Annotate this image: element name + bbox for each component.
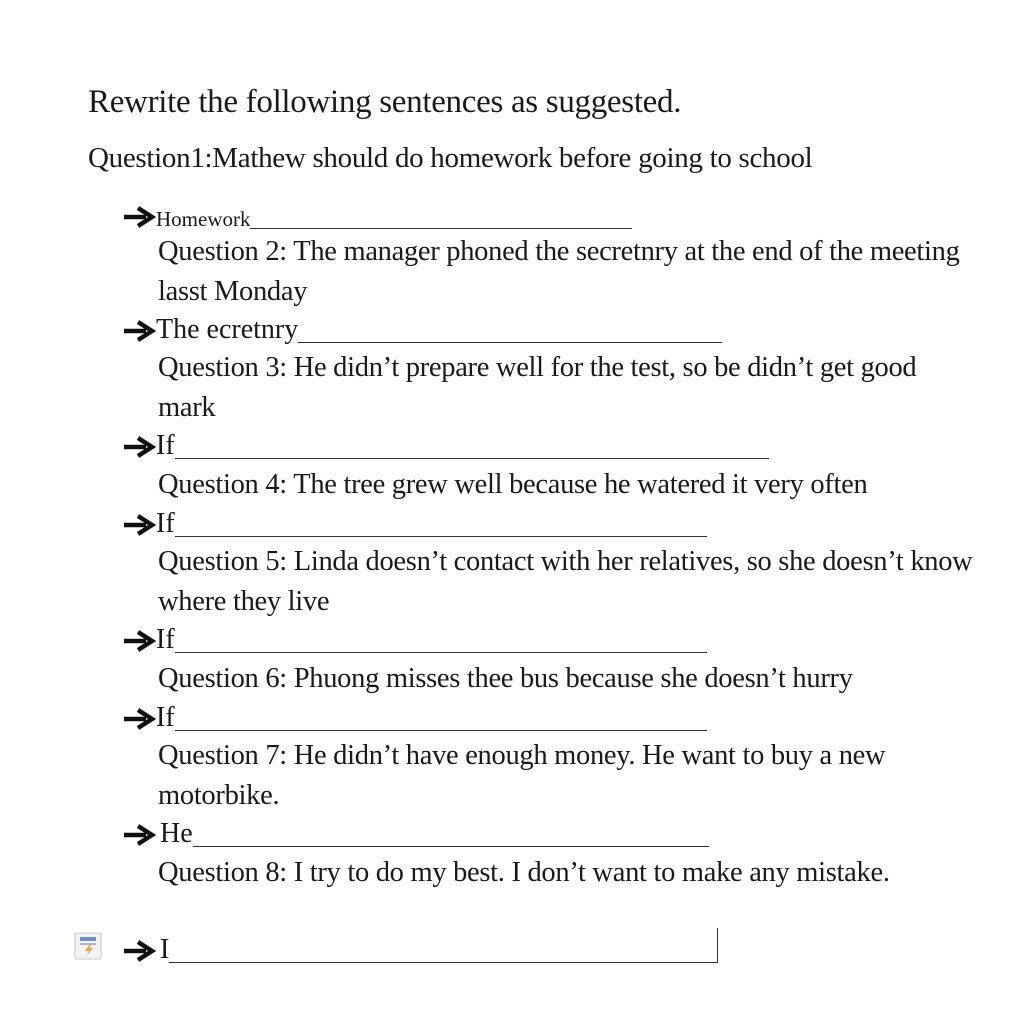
answer-4 <box>122 506 707 540</box>
answer-8 <box>122 932 718 966</box>
answer-8-blank[interactable] <box>169 928 718 963</box>
question-3-text: Question 3: He didn’t prepare well for the test, so be didn’t get good mark <box>158 352 917 423</box>
right-arrow-icon <box>122 436 156 458</box>
right-arrow-icon <box>122 206 156 228</box>
answer-2-blank[interactable] <box>298 312 722 343</box>
answer-5-prefix: If <box>156 624 175 655</box>
right-arrow-icon <box>122 940 156 962</box>
right-arrow-icon <box>122 824 156 846</box>
answer-8-prefix: I <box>160 934 170 965</box>
answer-7-prefix: He <box>160 818 193 849</box>
right-arrow-icon <box>122 630 156 652</box>
answer-7-blank[interactable] <box>193 816 709 847</box>
answer-4-prefix: If <box>156 508 175 539</box>
answer-4-blank[interactable] <box>175 506 707 537</box>
answer-5 <box>122 622 707 656</box>
answer-1-blank[interactable] <box>250 198 632 229</box>
question-6-text: Question 6: Phuong misses thee bus because she doesn’t hurry <box>158 663 853 694</box>
question-5-text: Question 5: Linda doesn’t contact with her relatives, so she doesn’t know where they live <box>158 546 973 617</box>
answer-7 <box>122 816 709 850</box>
question-2-text: Question 2: The manager phoned the secretnry at the end of the meeting lasst Monday <box>158 236 960 307</box>
question-1-text: Question1:Mathew should do homework before going to school <box>88 142 813 174</box>
answer-5-blank[interactable] <box>175 622 707 653</box>
answer-1-prefix: Homework <box>156 207 251 231</box>
answer-3 <box>122 428 769 462</box>
right-arrow-icon <box>122 708 156 730</box>
answer-2 <box>122 312 722 346</box>
question-7-text: Question 7: He didn’t have enough money. He want to buy a new motorbike. <box>158 740 886 811</box>
paste-options-icon[interactable] <box>74 932 102 960</box>
answer-3-blank[interactable] <box>175 428 769 459</box>
answer-6-blank[interactable] <box>175 700 707 731</box>
answer-6-prefix: If <box>156 702 175 733</box>
answer-2-prefix: The ecretnry <box>156 314 299 345</box>
page-title: Rewrite the following sentences as suggested. <box>88 84 682 120</box>
answer-3-prefix: If <box>156 430 175 461</box>
answer-6 <box>122 700 707 734</box>
question-4-text: Question 4: The tree grew well because he watered it very often <box>158 469 868 500</box>
right-arrow-icon <box>122 514 156 536</box>
answer-1 <box>122 198 632 232</box>
question-8-text: Question 8: I try to do my best. I don’t want to make any mistake. <box>158 857 890 888</box>
right-arrow-icon <box>122 320 156 342</box>
